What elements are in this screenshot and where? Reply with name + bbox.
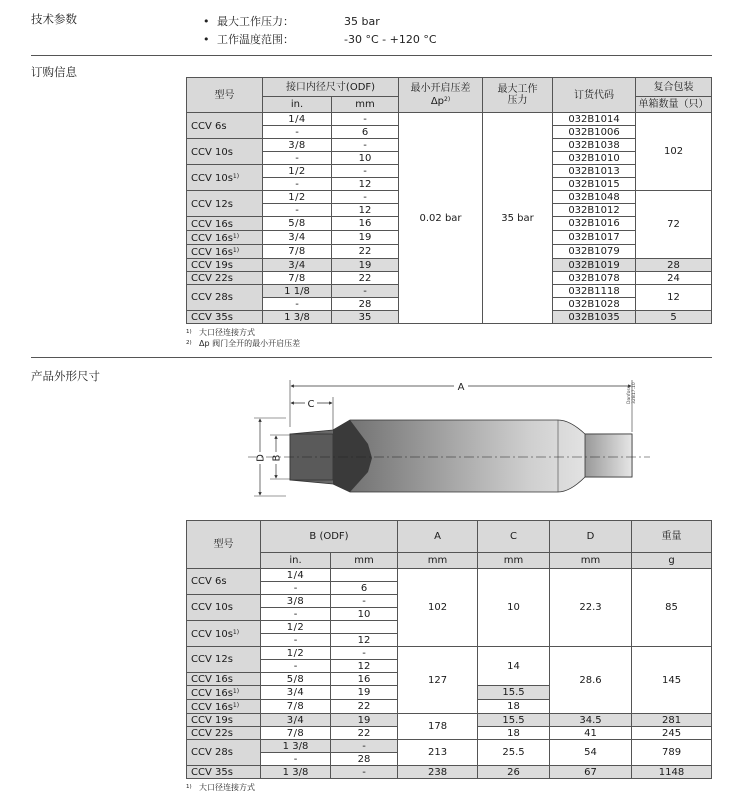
dp-value: 0.02 bar [399, 113, 483, 324]
pack-qty: 24 [636, 272, 712, 285]
model-cell: CCV 6s [187, 569, 261, 595]
model-cell: CCV 28s [187, 285, 263, 311]
pack-qty: 12 [636, 285, 712, 311]
dim-d-value: 67 [550, 766, 632, 779]
order-footnote-1: 1) 大口径连接方式 [186, 328, 255, 337]
dim-a-value: 127 [398, 647, 478, 714]
dims-col-d: D [550, 521, 632, 553]
dims-col-model: 型号 [187, 521, 261, 569]
dim-d-value: 28.6 [550, 647, 632, 714]
dims-col-c: C [478, 521, 550, 553]
table-row: CCV 12s 1/2 - 032B1048 72 [187, 191, 712, 204]
table-row: CCV 16s 5/8 16 032B1016 [187, 217, 712, 231]
dim-d-value: 54 [550, 740, 632, 766]
order-col-pack-qty: 单箱数量（只） [636, 97, 712, 113]
valve-drawing [240, 372, 660, 512]
spec-key: 最大工作压力： [217, 15, 294, 28]
divider [31, 357, 712, 358]
table-row: CCV 16s 5/8 16 [187, 673, 712, 686]
table-row: CCV 10s$^{1)}$ 1/2 [187, 621, 712, 634]
dim-d-label: D [255, 454, 267, 462]
model-cell: CCV 35s [187, 311, 263, 324]
model-cell: CCV 22s [187, 727, 261, 740]
maxp-value: 35 bar [483, 113, 553, 324]
dim-d-value: 34.5 [550, 714, 632, 727]
dims-col-in: in. [261, 553, 331, 569]
table-row: - 28 [187, 753, 712, 766]
dim-a-value: 102 [398, 569, 478, 647]
order-col-model: 型号 [187, 78, 263, 113]
table-row: - 10 032B1010 [187, 152, 712, 165]
order-col-maxp: 最大工作 压力 [483, 78, 553, 113]
table-row: CCV 6s 1/4 - 0.02 bar 35 bar 032B1014 102 [187, 113, 712, 126]
dim-c-value: 18 [478, 727, 550, 740]
table-row: - 28 032B1028 [187, 298, 712, 311]
weight-value: 789 [632, 740, 712, 766]
table-row: CCV 16s$^{1)}$ 3/4 19 032B1017 [187, 231, 712, 245]
dims-col-a: A [398, 521, 478, 553]
spec-value: 35 bar [344, 15, 380, 28]
order-col-pack: 复合包装 [636, 78, 712, 97]
spec-max-pressure: • 最大工作压力： 35 bar [203, 15, 380, 28]
dims-col-weight: 重量 [632, 521, 712, 553]
dim-c-value: 26 [478, 766, 550, 779]
dims-col-mm: mm [331, 553, 398, 569]
table-row: CCV 16s$^{1)}$ 7/8 22 032B1079 [187, 245, 712, 259]
table-row: CCV 28s 1 3/8 - 213 25.5 54 789 [187, 740, 712, 753]
weight-value: 145 [632, 647, 712, 714]
model-cell: CCV 16s [187, 217, 263, 231]
table-row: - 12 032B1012 [187, 204, 712, 217]
pack-qty: 102 [636, 113, 712, 191]
order-footnote-2: 2) Δp 阀门全开的最小开启压差 [186, 339, 301, 348]
table-row: CCV 16s$^{1)}$ 3/4 19 15.5 [187, 686, 712, 700]
table-row: - 12 [187, 634, 712, 647]
dims-table: 型号 B (ODF) A C D 重量 in. mm mm mm mm g CCV 6s 1/4 102 10 22.3 85 - 6 CCV 10s 3/8 - - 10 CCV 10s$^{1)}$ 1/2 - 12 CCV 12s 1/2 - 127 14 28.6 145 - 12 CCV 16s 5/8 16 CCV 16s$^{1)}$ 3/4 19 15.5 CCV 16s$^{1)}$ 7/8 22 18 CCV 19s 3/4 19 178 15.5 34.5 281 CCV 22s 7/8 22 18 41 245 CCV 28s 1 3/8 - 213 25.5 54 789 - 28 CCV 35s 1 3/8 - 238 26 67 1148 [186, 520, 712, 779]
model-cell: CCV 35s [187, 766, 261, 779]
model-cell: CCV 10s$^{1)}$ [187, 165, 263, 191]
weight-value: 85 [632, 569, 712, 647]
model-cell: CCV 16s$^{1)}$ [187, 231, 263, 245]
weight-value: 1148 [632, 766, 712, 779]
dim-c-value: 18 [478, 700, 550, 714]
pack-qty: 5 [636, 311, 712, 324]
model-cell: CCV 16s$^{1)}$ [187, 686, 261, 700]
table-row: CCV 12s 1/2 - 127 14 28.6 145 [187, 647, 712, 660]
model-cell: CCV 16s$^{1)}$ [187, 700, 261, 714]
table-row: CCV 22s 7/8 22 032B1078 24 [187, 272, 712, 285]
model-cell: CCV 19s [187, 714, 261, 727]
order-col-mm: mm [332, 97, 399, 113]
table-row: CCV 35s 1 3/8 - 238 26 67 1148 [187, 766, 712, 779]
table-row: - 12 032B1015 [187, 178, 712, 191]
dim-c-value: 10 [478, 569, 550, 647]
dim-a-value: 213 [398, 740, 478, 766]
weight-value: 245 [632, 727, 712, 740]
pack-qty: 72 [636, 191, 712, 259]
table-row: - 6 032B1006 [187, 126, 712, 139]
divider [31, 55, 712, 56]
dim-d-value: 41 [550, 727, 632, 740]
table-row: CCV 35s 1 3/8 35 032B1035 5 [187, 311, 712, 324]
table-row: CCV 28s 1 1/8 - 032B1118 12 [187, 285, 712, 298]
dim-a-value: 178 [398, 714, 478, 740]
model-cell: CCV 16s [187, 673, 261, 686]
dim-d-value: 22.3 [550, 569, 632, 647]
drawing-badge: Danfoss 32B17.10 [627, 382, 637, 404]
table-row: CCV 22s 7/8 22 18 41 245 [187, 727, 712, 740]
table-row: CCV 10s$^{1)}$ 1/2 - 032B1013 [187, 165, 712, 178]
table-row: - 6 [187, 582, 712, 595]
table-row: CCV 19s 3/4 19 178 15.5 34.5 281 [187, 714, 712, 727]
dim-a-value: 238 [398, 766, 478, 779]
table-row: CCV 19s 3/4 19 032B1019 28 [187, 259, 712, 272]
table-row: CCV 10s 3/8 - 032B1038 [187, 139, 712, 152]
table-row: - 10 [187, 608, 712, 621]
model-cell: CCV 16s$^{1)}$ [187, 245, 263, 259]
order-col-code: 订货代码 [553, 78, 636, 113]
dim-c-value: 15.5 [478, 714, 550, 727]
dim-c-value: 25.5 [478, 740, 550, 766]
model-cell: CCV 6s [187, 113, 263, 139]
order-col-in: in. [263, 97, 332, 113]
specs-section-label: 技术参数 [31, 12, 77, 26]
order-col-dp: 最小开启压差 Δp$^{2)}$ [399, 78, 483, 113]
pack-qty: 28 [636, 259, 712, 272]
order-table [186, 77, 712, 324]
table-row: CCV 6s 1/4 102 10 22.3 85 [187, 569, 712, 582]
model-cell: CCV 10s$^{1)}$ [187, 621, 261, 647]
dim-b-label: B [271, 454, 283, 462]
model-cell: CCV 12s [187, 647, 261, 673]
model-cell: CCV 10s [187, 139, 263, 165]
model-cell: CCV 12s [187, 191, 263, 217]
dims-footnote-1: 1) 大口径连接方式 [186, 783, 255, 792]
model-cell: CCV 22s [187, 272, 263, 285]
spec-key: 工作温度范围： [217, 33, 294, 46]
weight-value: 281 [632, 714, 712, 727]
dims-section-label: 产品外形尺寸 [31, 369, 100, 383]
dim-c-value: 15.5 [478, 686, 550, 700]
order-section-label: 订购信息 [31, 65, 77, 79]
order-col-conn: 接口内径尺寸(ODF) [263, 78, 399, 97]
spec-temp-range: • 工作温度范围： -30 °C - +120 °C [203, 33, 437, 46]
table-row: CCV 16s$^{1)}$ 7/8 22 18 [187, 700, 712, 714]
model-cell: CCV 10s [187, 595, 261, 621]
dim-a-label: A [457, 382, 465, 393]
dim-c-value: 14 [478, 647, 550, 686]
model-cell: CCV 19s [187, 259, 263, 272]
table-row: - 12 [187, 660, 712, 673]
valve-outlet [585, 434, 632, 477]
spec-value: -30 °C - +120 °C [344, 33, 437, 46]
model-cell: CCV 28s [187, 740, 261, 766]
dims-col-b: B (ODF) [261, 521, 398, 553]
dim-c-label: C [307, 399, 315, 410]
table-row: CCV 10s 3/8 - [187, 595, 712, 608]
